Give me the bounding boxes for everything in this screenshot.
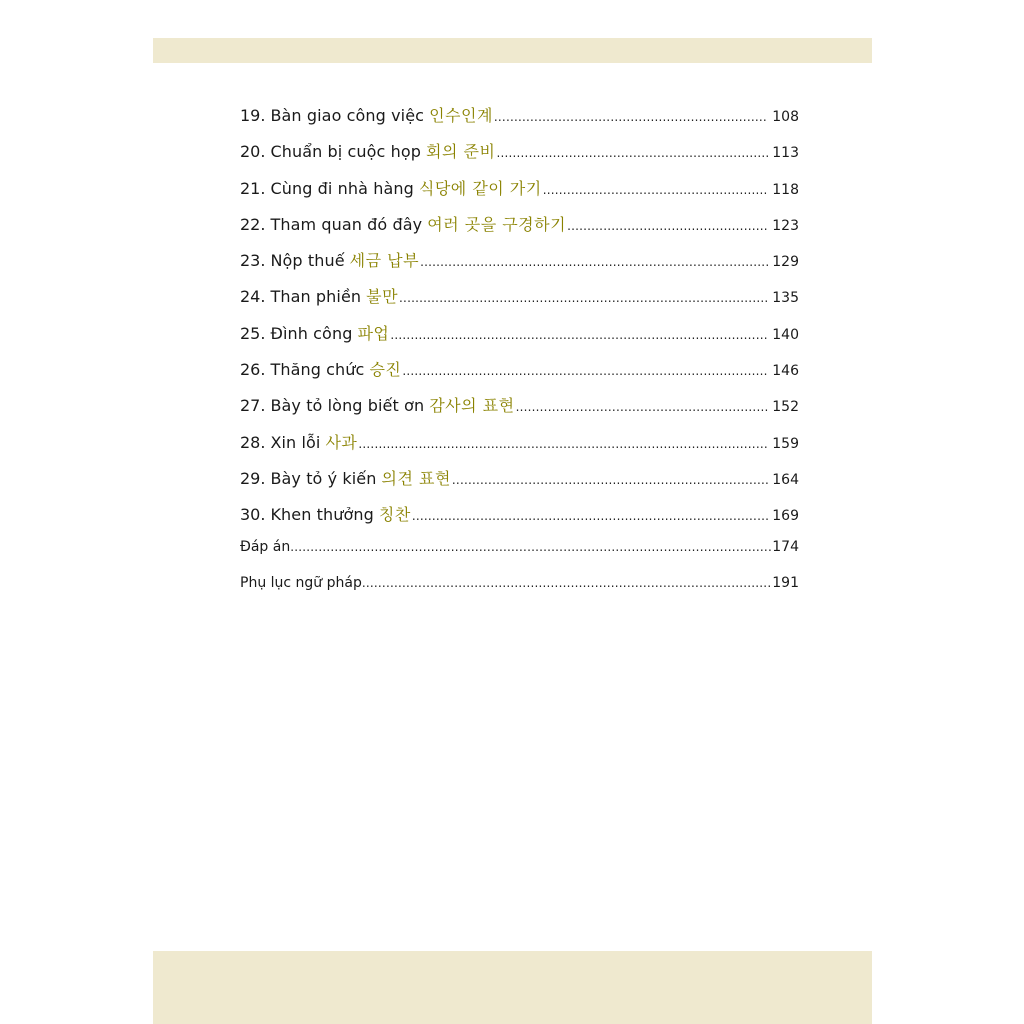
toc-entry-title-ko: 감사의 표현 [429, 396, 515, 416]
toc-entry-page: 146 [772, 363, 799, 380]
dot-leader [290, 540, 772, 554]
toc-entry-page: 129 [772, 254, 799, 271]
toc-entry-number: 25. [240, 323, 266, 343]
toc-appendix-answers[interactable] [240, 539, 799, 575]
toc-entry[interactable] [240, 248, 799, 284]
top-decorative-band [153, 38, 872, 63]
toc-entry-number: 27. [240, 396, 266, 416]
toc-entry-number: 24. [240, 287, 266, 307]
toc-entry-page: 169 [772, 508, 799, 525]
toc-entry-page: 152 [772, 399, 799, 416]
toc-entry-page: 113 [772, 145, 799, 162]
toc-entry-title-ko: 세금 납부 [349, 251, 420, 271]
toc-entry-title-vi: Xin lỗi [270, 432, 321, 452]
toc-entry-title-vi: Tham quan đó đây [270, 214, 423, 234]
dot-leader [420, 255, 768, 269]
toc-entry-title-ko: 회의 준비 [426, 142, 496, 162]
toc-entry-number: 23. [240, 251, 266, 271]
toc-entry-number: 28. [240, 432, 266, 452]
toc-entry-title-vi: Than phiền [270, 287, 362, 307]
toc-appendix-page: 174 [772, 538, 799, 555]
toc-entry-title-vi: Đình công [270, 323, 353, 343]
toc-entry-page: 164 [772, 471, 799, 488]
toc-entry[interactable] [240, 139, 799, 175]
toc-entry-number: 19. [240, 106, 266, 125]
toc-entry-title-vi: Chuẩn bị cuộc họp [270, 142, 422, 162]
toc-entry-title-vi: Nộp thuế [270, 251, 345, 271]
toc-entry-title-ko: 승진 [369, 360, 402, 380]
toc-entry-number: 29. [240, 468, 266, 488]
dot-leader [516, 400, 769, 414]
toc-appendix-label: Phụ lục ngữ pháp [240, 574, 362, 591]
dot-leader [358, 437, 768, 451]
toc-entry-title-ko: 식당에 같이 가기 [418, 178, 542, 198]
toc-entry-title-ko: 인수인계 [429, 106, 493, 125]
toc-entry-number: 22. [240, 214, 266, 234]
dot-leader [390, 328, 768, 342]
table-of-contents [240, 103, 799, 611]
dot-leader [543, 183, 769, 197]
dot-leader [452, 473, 768, 487]
toc-entry-title-ko: 의견 표현 [381, 468, 451, 488]
toc-entry[interactable] [240, 284, 799, 320]
toc-entry[interactable] [240, 393, 799, 429]
toc-entry-number: 26. [240, 360, 266, 380]
dot-leader [362, 576, 772, 590]
toc-entry-title-ko: 불만 [366, 287, 399, 307]
toc-entry[interactable] [240, 357, 799, 393]
toc-entry-title-vi: Bàn giao công việc [270, 106, 425, 125]
toc-entry-page: 159 [772, 435, 799, 452]
toc-entry-title-vi: Bày tỏ ý kiến [270, 468, 377, 488]
toc-entry[interactable] [240, 430, 799, 466]
dot-leader [402, 364, 768, 378]
toc-entry-title-ko: 여러 곳을 구경하기 [427, 214, 567, 234]
toc-entry[interactable] [240, 321, 799, 357]
toc-entry-number: 30. [240, 505, 266, 525]
dot-leader [399, 291, 768, 305]
toc-entry-title-ko: 파업 [357, 323, 390, 343]
toc-entry-number: 21. [240, 178, 266, 198]
toc-entry[interactable] [240, 212, 799, 248]
toc-appendix-page: 191 [772, 574, 799, 591]
toc-entry-title-vi: Bày tỏ lòng biết ơn [270, 396, 425, 416]
toc-entry-title-vi: Khen thưởng [270, 505, 374, 525]
toc-entry[interactable] [240, 502, 799, 538]
toc-entry-page: 135 [772, 290, 799, 307]
dot-leader [496, 146, 768, 160]
toc-entry-title-vi: Thăng chức [270, 360, 365, 380]
toc-entry-title-ko: 칭찬 [378, 505, 411, 525]
toc-appendix-label: Đáp án [240, 538, 291, 555]
toc-entry-page: 140 [772, 326, 799, 343]
toc-entry[interactable] [240, 176, 799, 212]
toc-appendix-grammar[interactable] [240, 575, 799, 611]
toc-entry[interactable] [240, 103, 799, 139]
dot-leader [494, 110, 768, 124]
dot-leader [412, 509, 768, 523]
toc-entry-title-vi: Cùng đi nhà hàng [270, 178, 414, 198]
toc-entry-page: 118 [772, 181, 799, 198]
dot-leader [567, 219, 768, 233]
toc-entry-page: 123 [772, 217, 799, 234]
bottom-decorative-band [153, 951, 872, 1024]
toc-entry-number: 20. [240, 142, 266, 162]
toc-entry[interactable] [240, 466, 799, 502]
toc-entry-page: 108 [772, 109, 799, 125]
toc-entry-title-ko: 사과 [325, 432, 358, 452]
